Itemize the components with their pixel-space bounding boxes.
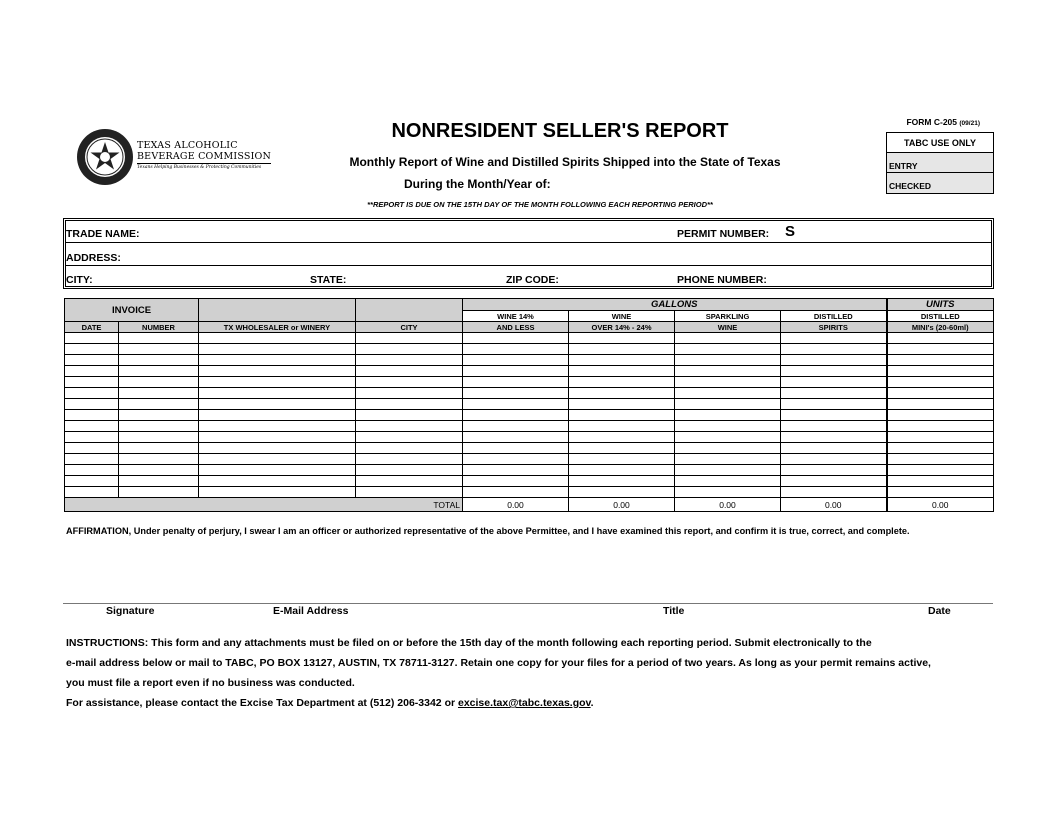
- totals-row: [65, 498, 994, 512]
- table-cell[interactable]: [887, 377, 994, 388]
- table-cell[interactable]: [65, 487, 119, 498]
- tabc-entry-field: ENTRY: [887, 153, 993, 173]
- table-cell[interactable]: [887, 344, 994, 355]
- table-cell[interactable]: [199, 377, 356, 388]
- table-cell[interactable]: [675, 355, 781, 366]
- table-cell[interactable]: [463, 410, 569, 421]
- invoice-header: INVOICE: [65, 299, 199, 322]
- tabc-logo: [76, 128, 272, 186]
- number-header: NUMBER: [119, 322, 199, 333]
- table-cell[interactable]: [781, 454, 887, 465]
- phone-number-label: PHONE NUMBER:: [677, 274, 767, 286]
- due-notice: **REPORT IS DUE ON THE 15TH DAY OF THE MONTH FOLLOWING EACH REPORTING PERIOD**: [367, 200, 713, 209]
- table-cell[interactable]: [65, 377, 119, 388]
- table-cell[interactable]: [199, 333, 356, 344]
- table-header-row-3: [65, 322, 994, 333]
- total-wine-over14: 0.00: [569, 498, 675, 512]
- instructions: [66, 633, 996, 713]
- table-row: [65, 476, 994, 487]
- wholesaler-header-spacer: [199, 299, 356, 322]
- minis-header-line2: MINI's (20-60ml): [887, 322, 994, 333]
- wine14-header-line2: AND LESS: [463, 322, 569, 333]
- table-cell[interactable]: [65, 399, 119, 410]
- address-label: ADDRESS:: [66, 252, 121, 264]
- city-label: CITY:: [66, 274, 93, 286]
- table-cell[interactable]: [887, 421, 994, 432]
- signature-label: Signature: [106, 605, 155, 617]
- agency-name-line2: BEVERAGE COMMISSION: [137, 151, 272, 162]
- table-row: [65, 443, 994, 454]
- table-cell[interactable]: [65, 333, 119, 344]
- table-cell[interactable]: [781, 366, 887, 377]
- table-cell[interactable]: [65, 454, 119, 465]
- state-label: STATE:: [310, 274, 347, 286]
- table-row: [65, 399, 994, 410]
- wholesaler-header: TX WHOLESALER or WINERY: [199, 322, 356, 333]
- table-row: [65, 377, 994, 388]
- table-cell[interactable]: [463, 421, 569, 432]
- table-cell[interactable]: [569, 344, 675, 355]
- table-cell[interactable]: [356, 443, 463, 454]
- table-cell[interactable]: [887, 443, 994, 454]
- table-cell[interactable]: [65, 432, 119, 443]
- table-cell[interactable]: [781, 421, 887, 432]
- table-cell[interactable]: [119, 410, 199, 421]
- table-cell[interactable]: [781, 443, 887, 454]
- table-cell[interactable]: [119, 388, 199, 399]
- table-cell[interactable]: [569, 454, 675, 465]
- table-cell[interactable]: [569, 377, 675, 388]
- instructions-line2: e-mail address below or mail to TABC, PO BOX 13127, AUSTIN, TX 78711-3127. Retain one copy for your files for a period of two years. As long as your permit remains active,: [66, 657, 931, 669]
- wine14-header-line1: WINE 14%: [463, 311, 569, 322]
- distilled-header-line2: SPIRITS: [781, 322, 887, 333]
- table-cell[interactable]: [463, 476, 569, 487]
- table-cell[interactable]: [887, 432, 994, 443]
- table-cell[interactable]: [781, 377, 887, 388]
- table-cell[interactable]: [675, 366, 781, 377]
- table-cell[interactable]: [887, 476, 994, 487]
- table-row: [65, 454, 994, 465]
- table-row: [65, 388, 994, 399]
- table-cell[interactable]: [781, 410, 887, 421]
- table-cell[interactable]: [463, 344, 569, 355]
- shipment-table: [64, 298, 994, 512]
- tabc-checked-field: CHECKED: [887, 173, 993, 193]
- table-cell[interactable]: [119, 476, 199, 487]
- table-cell[interactable]: [887, 410, 994, 421]
- table-cell[interactable]: [463, 443, 569, 454]
- table-cell[interactable]: [569, 399, 675, 410]
- table-cell[interactable]: [356, 399, 463, 410]
- table-cell[interactable]: [675, 487, 781, 498]
- permit-prefix: S: [785, 223, 796, 240]
- table-cell[interactable]: [675, 333, 781, 344]
- units-header: UNITS: [887, 299, 994, 311]
- gallons-header: GALLONS: [463, 299, 887, 311]
- trade-info-box: [63, 218, 994, 289]
- instructions-line3: you must file a report even if no business was conducted.: [66, 677, 355, 689]
- table-cell[interactable]: [356, 377, 463, 388]
- table-cell[interactable]: [356, 410, 463, 421]
- table-row: [65, 421, 994, 432]
- signature-line: [63, 603, 993, 604]
- table-cell[interactable]: [65, 344, 119, 355]
- table-cell[interactable]: [781, 333, 887, 344]
- distilled-header-line1: DISTILLED: [781, 311, 887, 322]
- agency-name-line1: TEXAS ALCOHOLIC: [137, 140, 238, 151]
- address-divider: [66, 265, 991, 266]
- form-number-text: FORM C-205: [906, 117, 958, 127]
- form-title: NONRESIDENT SELLER'S REPORT: [391, 120, 729, 142]
- table-cell[interactable]: [569, 366, 675, 377]
- table-row: [65, 344, 994, 355]
- table-header-row-1: [65, 299, 994, 311]
- assistance-text: For assistance, please contact the Excise Tax Department at (512) 206-3342 or: [66, 697, 458, 709]
- table-cell[interactable]: [199, 344, 356, 355]
- table-cell[interactable]: [781, 487, 887, 498]
- table-cell[interactable]: [199, 388, 356, 399]
- table-row: [65, 487, 994, 498]
- table-cell[interactable]: [569, 410, 675, 421]
- date-label: Date: [928, 605, 951, 617]
- table-cell[interactable]: [199, 421, 356, 432]
- table-cell[interactable]: [199, 454, 356, 465]
- table-cell[interactable]: [675, 344, 781, 355]
- total-distilled: 0.00: [781, 498, 887, 512]
- table-cell[interactable]: [569, 443, 675, 454]
- table-cell[interactable]: [356, 476, 463, 487]
- table-cell[interactable]: [463, 388, 569, 399]
- table-row: [65, 333, 994, 344]
- date-header: DATE: [65, 322, 119, 333]
- table-cell[interactable]: [356, 487, 463, 498]
- wine-over14-header-line1: WINE: [569, 311, 675, 322]
- table-cell[interactable]: [65, 443, 119, 454]
- tabc-use-only-title: TABC USE ONLY: [887, 133, 993, 153]
- sparkling-header-line1: SPARKLING: [675, 311, 781, 322]
- form-number: [880, 117, 980, 127]
- table-cell[interactable]: [356, 421, 463, 432]
- table-cell[interactable]: [199, 355, 356, 366]
- city-header: CITY: [356, 322, 463, 333]
- tabc-seal-icon: [76, 128, 134, 186]
- table-cell[interactable]: [887, 465, 994, 476]
- total-minis: 0.00: [887, 498, 994, 512]
- table-cell[interactable]: [781, 388, 887, 399]
- table-cell[interactable]: [356, 333, 463, 344]
- table-cell[interactable]: [356, 465, 463, 476]
- table-cell[interactable]: [199, 410, 356, 421]
- instructions-line1: INSTRUCTIONS: This form and any attachments must be filed on or before the 15th day of the month following each reporting period. Submit electronically to the: [66, 637, 872, 649]
- table-cell[interactable]: [887, 399, 994, 410]
- table-cell[interactable]: [781, 465, 887, 476]
- table-cell[interactable]: [569, 333, 675, 344]
- email-address-label: E-Mail Address: [273, 605, 349, 617]
- table-cell[interactable]: [119, 443, 199, 454]
- table-cell[interactable]: [675, 476, 781, 487]
- form-version: (09/21): [959, 120, 980, 127]
- table-cell[interactable]: [119, 421, 199, 432]
- table-cell[interactable]: [569, 476, 675, 487]
- table-cell[interactable]: [356, 366, 463, 377]
- table-cell[interactable]: [65, 410, 119, 421]
- table-cell[interactable]: [463, 465, 569, 476]
- table-cell[interactable]: [781, 432, 887, 443]
- table-cell[interactable]: [675, 377, 781, 388]
- table-row: [65, 355, 994, 366]
- table-cell[interactable]: [65, 476, 119, 487]
- table-cell[interactable]: [199, 432, 356, 443]
- table-cell[interactable]: [781, 399, 887, 410]
- table-cell[interactable]: [199, 399, 356, 410]
- table-cell[interactable]: [199, 443, 356, 454]
- excise-email-link[interactable]: excise.tax@tabc.texas.gov: [457, 697, 591, 709]
- table-cell[interactable]: [199, 465, 356, 476]
- form-subtitle: Monthly Report of Wine and Distilled Spirits Shipped into the State of Texas: [349, 155, 781, 169]
- table-cell[interactable]: [356, 355, 463, 366]
- table-cell[interactable]: [356, 454, 463, 465]
- table-cell[interactable]: [781, 355, 887, 366]
- table-cell[interactable]: [675, 443, 781, 454]
- table-cell[interactable]: [119, 344, 199, 355]
- total-wine14: 0.00: [463, 498, 569, 512]
- title-label: Title: [663, 605, 685, 617]
- table-cell[interactable]: [65, 465, 119, 476]
- table-cell[interactable]: [119, 465, 199, 476]
- table-cell[interactable]: [65, 388, 119, 399]
- month-year-label: During the Month/Year of:: [404, 177, 551, 191]
- table-cell[interactable]: [675, 421, 781, 432]
- table-cell[interactable]: [675, 432, 781, 443]
- table-cell[interactable]: [781, 344, 887, 355]
- minis-header-line1: DISTILLED: [887, 311, 994, 322]
- zip-code-label: ZIP CODE:: [506, 274, 559, 286]
- table-cell[interactable]: [199, 476, 356, 487]
- table-cell[interactable]: [675, 410, 781, 421]
- tabc-use-only-box: [886, 132, 994, 194]
- table-cell[interactable]: [569, 487, 675, 498]
- table-cell[interactable]: [569, 465, 675, 476]
- table-row: [65, 432, 994, 443]
- table-cell[interactable]: [887, 366, 994, 377]
- table-cell[interactable]: [781, 476, 887, 487]
- table-cell[interactable]: [675, 388, 781, 399]
- table-cell[interactable]: [569, 421, 675, 432]
- table-row: [65, 366, 994, 377]
- assistance-period: .: [590, 697, 594, 709]
- table-cell[interactable]: [199, 366, 356, 377]
- table-cell[interactable]: [356, 388, 463, 399]
- permit-number-label: PERMIT NUMBER:: [677, 228, 770, 240]
- table-cell[interactable]: [119, 432, 199, 443]
- table-cell[interactable]: [675, 399, 781, 410]
- trade-divider: [66, 242, 991, 243]
- table-cell[interactable]: [119, 487, 199, 498]
- table-cell[interactable]: [463, 454, 569, 465]
- table-cell[interactable]: [119, 377, 199, 388]
- affirmation-text: AFFIRMATION, Under penalty of perjury, I swear I am an officer or authorized representative of the above Permittee, and I have examined this report, and confirm it is true, correct, and complete.: [66, 526, 910, 536]
- city-header-spacer: [356, 299, 463, 322]
- table-cell[interactable]: [675, 465, 781, 476]
- table-cell[interactable]: [569, 388, 675, 399]
- table-cell[interactable]: [463, 366, 569, 377]
- table-row: [65, 465, 994, 476]
- sparkling-header-line2: WINE: [675, 322, 781, 333]
- table-cell[interactable]: [887, 333, 994, 344]
- wine-over14-header-line2: OVER 14% - 24%: [569, 322, 675, 333]
- table-cell[interactable]: [463, 377, 569, 388]
- table-cell[interactable]: [463, 333, 569, 344]
- table-cell[interactable]: [119, 333, 199, 344]
- table-cell[interactable]: [569, 355, 675, 366]
- table-cell[interactable]: [463, 487, 569, 498]
- table-cell[interactable]: [199, 487, 356, 498]
- table-cell[interactable]: [463, 432, 569, 443]
- table-cell[interactable]: [463, 355, 569, 366]
- instructions-line4: [66, 693, 996, 713]
- table-cell[interactable]: [65, 355, 119, 366]
- table-row: [65, 410, 994, 421]
- table-cell[interactable]: [887, 388, 994, 399]
- table-cell[interactable]: [463, 399, 569, 410]
- table-cell[interactable]: [887, 355, 994, 366]
- table-cell[interactable]: [65, 421, 119, 432]
- table-cell[interactable]: [119, 355, 199, 366]
- agency-tagline: Texans Helping Businesses & Protecting Communities: [137, 165, 262, 170]
- table-cell[interactable]: [65, 366, 119, 377]
- table-cell[interactable]: [675, 454, 781, 465]
- trade-name-label: TRADE NAME:: [66, 228, 140, 240]
- total-label: TOTAL: [65, 498, 463, 512]
- table-cell[interactable]: [356, 432, 463, 443]
- table-cell[interactable]: [887, 454, 994, 465]
- table-cell[interactable]: [887, 487, 994, 498]
- entry-rows: [65, 333, 994, 498]
- table-cell[interactable]: [119, 366, 199, 377]
- table-cell[interactable]: [569, 432, 675, 443]
- table-cell[interactable]: [119, 454, 199, 465]
- table-cell[interactable]: [119, 399, 199, 410]
- total-sparkling: 0.00: [675, 498, 781, 512]
- table-cell[interactable]: [356, 344, 463, 355]
